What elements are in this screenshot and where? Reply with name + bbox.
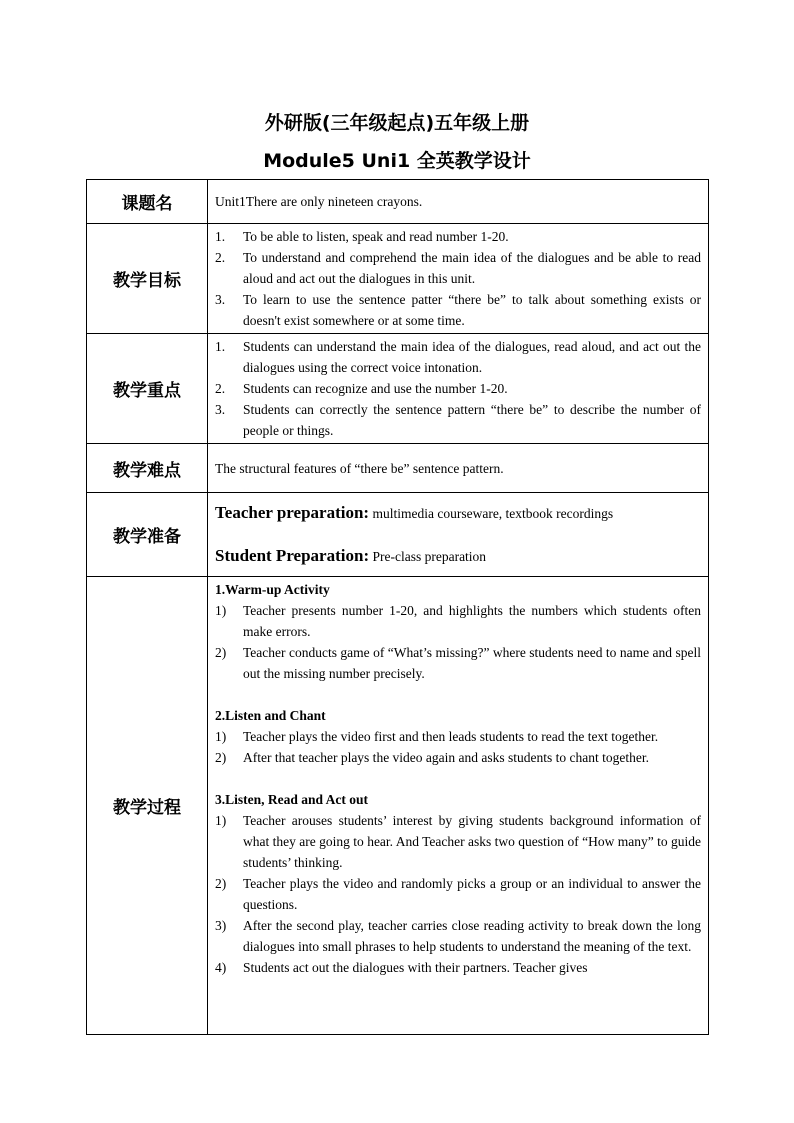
row-label-topic: 课题名 xyxy=(87,180,208,224)
section-heading: 1.Warm-up Activity xyxy=(215,582,330,597)
table-row-process xyxy=(87,577,709,1035)
row-label-process: 教学过程 xyxy=(87,577,208,1035)
section-heading: 3.Listen, Read and Act out xyxy=(215,792,369,807)
process-list xyxy=(215,600,701,684)
row-label-preparation: 教学准备 xyxy=(87,493,208,577)
section-heading: 2.Listen and Chant xyxy=(215,708,326,723)
key-points-list xyxy=(215,336,701,441)
list-item: 2) Teacher plays the video and randomly picks a group or an individual to answer the questions. xyxy=(215,876,701,912)
topic-text xyxy=(208,180,709,224)
list-item: 1) Teacher presents number 1-20, and highlights the numbers which students often make errors. xyxy=(215,603,701,639)
preparation-content xyxy=(208,493,709,577)
list-item: 3. To learn to use the sentence patter “there be” to talk about something exists or doesn't exist somewhere or at some time. xyxy=(215,292,701,328)
objectives-content xyxy=(208,224,709,334)
process-list xyxy=(215,810,701,978)
list-item: 2. To understand and comprehend the main idea of the dialogues and be able to read aloud and act out the dialogues in this unit. xyxy=(215,250,701,286)
list-item: 2) After that teacher plays the video again and asks students to chant together. xyxy=(215,750,649,765)
student-preparation: Student Preparation: Pre-class preparation xyxy=(215,545,487,565)
teacher-preparation: Teacher preparation: multimedia courseware, textbook recordings xyxy=(215,502,614,522)
row-label-key-points: 教学重点 xyxy=(87,334,208,444)
row-label-objectives: 教学目标 xyxy=(87,224,208,334)
list-item: 2) Teacher conducts game of “What’s missing?” where students need to name and spell out the missing number precisely. xyxy=(215,645,701,681)
table-row-key-points xyxy=(87,334,709,444)
process-list xyxy=(215,726,701,768)
topic-value: Unit1There are only nineteen crayons. xyxy=(215,194,423,209)
document-title: 外研版(三年级起点)五年级上册 xyxy=(264,112,530,134)
difficulties-content xyxy=(208,444,709,493)
list-item: 1. Students can understand the main idea of the dialogues, read aloud, and act out the dialogues using the correct voice intonation. xyxy=(215,339,701,375)
list-item: 4) Students act out the dialogues with their partners. Teacher gives xyxy=(215,960,588,975)
process-content xyxy=(208,577,709,1035)
list-item: 1) Teacher plays the video first and then leads students to read the text together. xyxy=(215,729,659,744)
table-row-objectives xyxy=(87,224,709,334)
list-item: 1) Teacher arouses students’ interest by giving students background information of what they are going to hear. And Teacher asks two question of “How many” to guide students’ thinking. xyxy=(215,813,701,870)
table-row-difficulties xyxy=(87,444,709,493)
list-item: 3) After the second play, teacher carries close reading activity to break down the long dialogues into small phrases to help students to understand the meaning of the text. xyxy=(215,918,701,954)
lesson-plan-table xyxy=(86,179,709,1035)
list-item: 1. To be able to listen, speak and read number 1-20. xyxy=(215,229,509,244)
table-row-preparation xyxy=(87,493,709,577)
list-item: 2. Students can recognize and use the number 1-20. xyxy=(215,381,508,396)
difficulties-value: The structural features of “there be” sentence pattern. xyxy=(215,460,504,476)
list-item: 3. Students can correctly the sentence pattern “there be” to describe the number of people or things. xyxy=(215,402,701,438)
key-points-content xyxy=(208,334,709,444)
objectives-list xyxy=(215,226,701,331)
row-label-difficulties: 教学难点 xyxy=(87,444,208,493)
table-row-topic xyxy=(87,180,709,224)
document-subtitle: Module5 Uni1 全英教学设计 xyxy=(263,150,531,172)
